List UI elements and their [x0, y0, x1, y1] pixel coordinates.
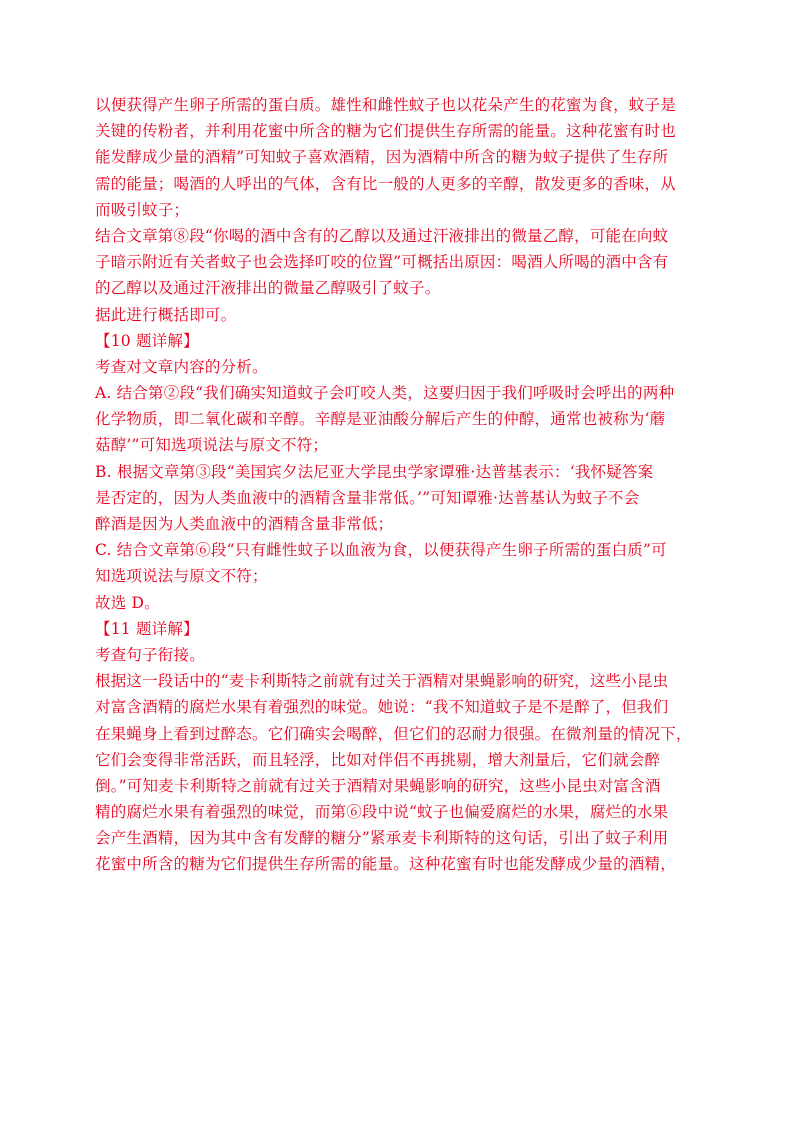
option-a-line: A. 结合第②段“我们确实知道蚊子会叮咬人类，这要归因于我们呼吸时会呼出的两种 — [95, 384, 675, 403]
text-line: 根据这一段话中的“麦卡利斯特之前就有过关于酒精对果蝇影响的研究，这些小昆虫 — [95, 672, 669, 691]
text-line: 醉酒是因为人类血液中的酒精含量非常低； — [95, 515, 394, 533]
text-line: 据此进行概括即可。 — [95, 305, 237, 324]
text-line: 的乙醇以及通过汗液排出的微量乙醇吸引了蚊子。 — [95, 279, 441, 298]
text-line: 它们会变得非常活跃，而且轻浮，比如对伴侣不再挑剔，增大剂量后，它们就会醉 — [95, 750, 661, 769]
text-line: 是否定的，因为人类血液中的酒精含量非常低。’”可知谭雅·达普基认为蚊子不会 — [95, 488, 640, 507]
section-heading: 【11 题详解】 — [95, 619, 199, 638]
text-line: 考查对文章内容的分析。 — [95, 357, 268, 376]
document-body — [95, 92, 715, 878]
text-line: 考查句子衔接。 — [95, 645, 205, 664]
text-line: 精的腐烂水果有着强烈的味觉，而第⑥段中说“蚊子也偏爱腐烂的水果，腐烂的水果 — [95, 803, 669, 822]
text-line: 在果蝇身上看到过醉态。它们确实会喝醉，但它们的忍耐力很强。在微剂量的情况下， — [95, 724, 692, 743]
text-line: 需的能量；喝酒的人呼出的气体，含有比一般的人更多的辛醇，散发更多的香味，从 — [95, 174, 676, 193]
text-line: 花蜜中所含的糖为它们提供生存所需的能量。这种花蜜有时也能发酵成少量的酒精， — [95, 855, 676, 874]
text-line: 结合文章第⑧段“你喝的酒中含有的乙醇以及通过汗液排出的微量乙醇，可能在向蚊 — [95, 226, 669, 245]
text-line: 关键的传粉者，并利用花蜜中所含的糖为它们提供生存所需的能量。这种花蜜有时也 — [95, 122, 676, 141]
option-c-line: C. 结合文章第⑥段“只有雌性蚊子以血液为食，以便获得产生卵子所需的蛋白质”可 — [95, 541, 667, 560]
text-line: 菇醇’”可知选项说法与原文不符； — [95, 436, 329, 455]
text-line: 知选项说法与原文不符； — [95, 567, 268, 586]
option-b-line: B. 根据文章第③段“美国宾夕法尼亚大学昆虫学家谭雅·达普基表示：‘我怀疑答案 — [95, 462, 654, 481]
section-heading: 【10 题详解】 — [95, 331, 199, 350]
text-line: 对富含酒精的腐烂水果有着强烈的味觉。她说：“我不知道蚊子是不是醉了，但我们 — [95, 698, 669, 717]
text-line: 倒。”可知麦卡利斯特之前就有过关于酒精对果蝇影响的研究，这些小昆虫对富含酒 — [95, 776, 661, 795]
text-line: 会产生酒精，因为其中含有发酵的糖分”紧承麦卡利斯特的这句话，引出了蚊子利用 — [95, 829, 669, 848]
text-line: 能发酵成少量的酒精”可知蚊子喜欢酒精，因为酒精中所含的糖为蚊子提供了生存所 — [95, 148, 669, 167]
text-line: 而吸引蚊子； — [95, 200, 190, 219]
text-line: 化学物质，即二氧化碳和辛醇。辛醇是亚油酸分解后产生的仲醇，通常也被称为‘蘑 — [95, 410, 666, 429]
text-line: 子暗示附近有关者蚊子也会选择叮咬的位置”可概括出原因：喝酒人所喝的酒中含有 — [95, 253, 669, 272]
answer-line: 故选 D。 — [95, 593, 160, 612]
text-line: 以便获得产生卵子所需的蛋白质。雄性和雌性蚊子也以花朵产生的花蜜为食，蚊子是 — [95, 96, 676, 114]
